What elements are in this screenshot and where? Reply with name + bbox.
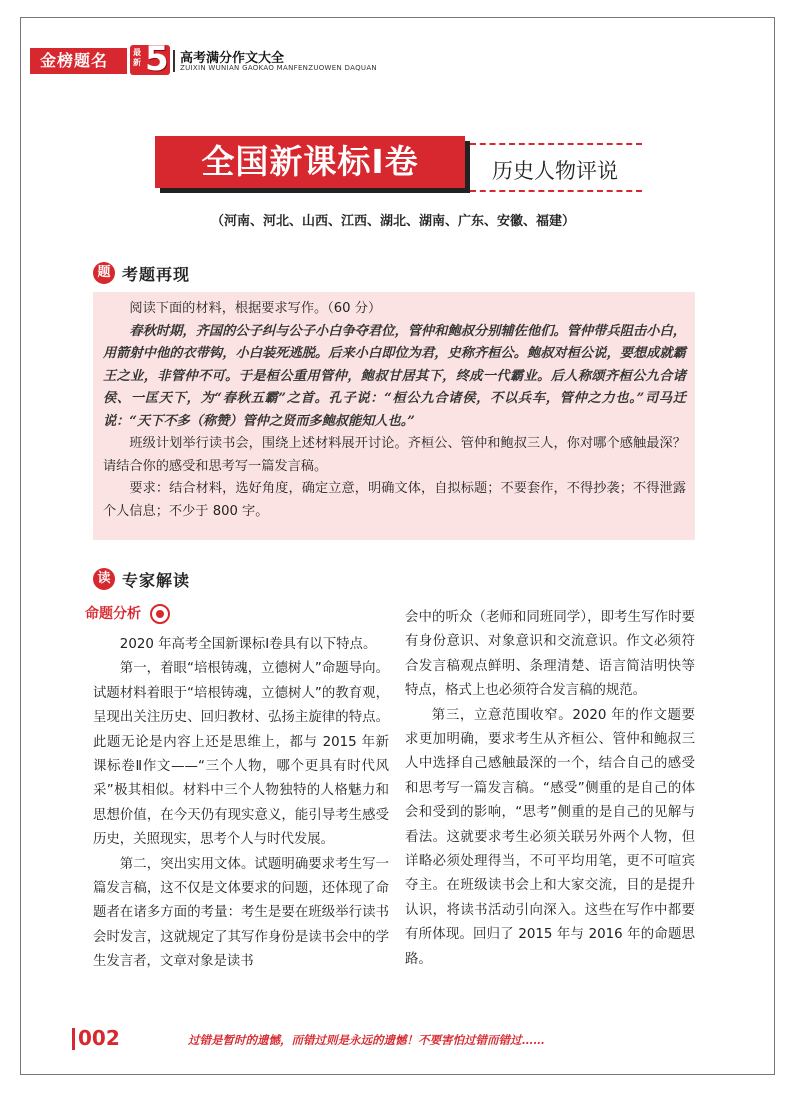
logo-small-text: 最新 <box>133 48 141 67</box>
series-name: 金榜题名 <box>40 51 109 70</box>
book-title: 高考满分作文大全 <box>180 51 285 66</box>
analysis-point-3: 第三，立意范围收窄。2020 年的作文题要求更加明确，要求考生从齐桓公、管仲和鲍叔三人中选择自己感触最深的一个，结合自己的感受和思考写一篇发言稿。“感受”侧重的是自己的体会和受到的影响，“思考”侧重的是自己的见解与看法。这就要求考生必须关联另外两个人物，但详略必须处理得当，不可平均用笔，更不可喧宾夺主。在班级读书会上和大家交流，目的是提升认识，将读书活动引向深入。这些在写作中都要有所体现。回归了 2015 年与 2016 年的命题思路。 <box>405 707 695 967</box>
header-divider <box>173 50 175 72</box>
material-text: 春秋时期，齐国的公子纠与公子小白争夺君位，管仲和鲍叔分别辅佐他们。管仲带兵阻击小白，用箭射中他的衣带钩，小白装死逃脱。后来小白即位为君，史称齐桓公。鲍叔对桓公说，要想成就霸王之业，非管仲不可。于是桓公重用管仲，鲍叔甘居其下，终成一代霸业。后人称颂齐桓公九合诸侯、一匡天下，为“春秋五霸”之首。孔子说：“桓公九合诸侯，不以兵车，管仲之力也。”司马迁说：“天下不多（称赞）管仲之贤而多鲍叔能知人也。” <box>103 323 686 429</box>
task-text: 班级计划举行读书会，围绕上述材料展开讨论。齐桓公、管仲和鲍叔三人，你对哪个感触最深？请结合你的感受和思考写一篇发言稿。 <box>103 436 686 474</box>
province-list: （河南、河北、山西、江西、湖北、湖南、广东、安徽、福建） <box>210 214 575 229</box>
page-number: 002 <box>78 1026 120 1050</box>
right-column <box>405 606 695 972</box>
instruction-text: 阅读下面的材料，根据要求写作。（60 分） <box>129 301 382 316</box>
analysis-point-1: 第一，着眼“培根铸魂，立德树人”命题导向。试题材料着眼于“培根铸魂，立德树人”的教育观，呈现出关注历史、回归教材、弘扬主旋律的特点。此题无论是内容上还是思维上，都与 2015 年新课标卷Ⅱ作文——“三个人物，哪个更具有时代风采”极其相似。材料中三个人物独特的人格魅力和思想价值，在今天仍有现实意义，能引导考生感受历史，关照现实，思考个人与时代发展。 <box>93 661 389 848</box>
dashed-rule-bottom <box>470 190 642 192</box>
exam-topic: 历史人物评说 <box>492 159 618 183</box>
exam-title: 全国新课标Ⅰ卷 <box>201 142 419 181</box>
dashed-rule-top <box>470 143 642 145</box>
analysis-point-2-cont: 会中的听众（老师和同班同学），即考生写作时要有身份意识、对象意识和交流意识。作文必须符合发言稿观点鲜明、条理清楚、语言简洁明快等特点，格式上也必须符合发言稿的规范。 <box>405 610 695 699</box>
analysis-point-2: 第二，突出实用文体。试题明确要求考生写一篇发言稿，这不仅是文体要求的问题，还体现了命题者在诸多方面的考量：考生是要在班级举行读书会时发言，这就规定了其写作身份是读书会中的学生发言者，文章对象是读书 <box>93 856 389 970</box>
footer-rule <box>72 1028 75 1050</box>
footer-quote: 过错是暂时的遗憾，而错过则是永远的遗憾！不要害怕过错而错过…… <box>188 1033 545 1047</box>
exam-question-icon: 题 <box>93 262 115 284</box>
requirements-text: 要求：结合材料，选好角度，确定立意，明确文体，自拟标题；不要套作，不得抄袭；不得泄露个人信息；不少于 800 字。 <box>103 481 686 519</box>
target-dot-icon <box>150 604 170 624</box>
logo-number: 5 <box>145 39 169 79</box>
section-heading-expert: 专家解读 <box>122 571 191 590</box>
material-box <box>93 292 695 540</box>
section-heading-question: 考题再现 <box>122 265 191 284</box>
left-column <box>93 633 389 975</box>
book-pinyin: ZUIXIN WUNIAN GAOKAO MANFENZUOWEN DAQUAN <box>180 64 377 72</box>
expert-reading-icon: 读 <box>93 568 115 590</box>
subsection-analysis: 命题分析 <box>85 606 141 622</box>
analysis-intro: 2020 年高考全国新课标Ⅰ卷具有以下特点。 <box>119 637 377 652</box>
